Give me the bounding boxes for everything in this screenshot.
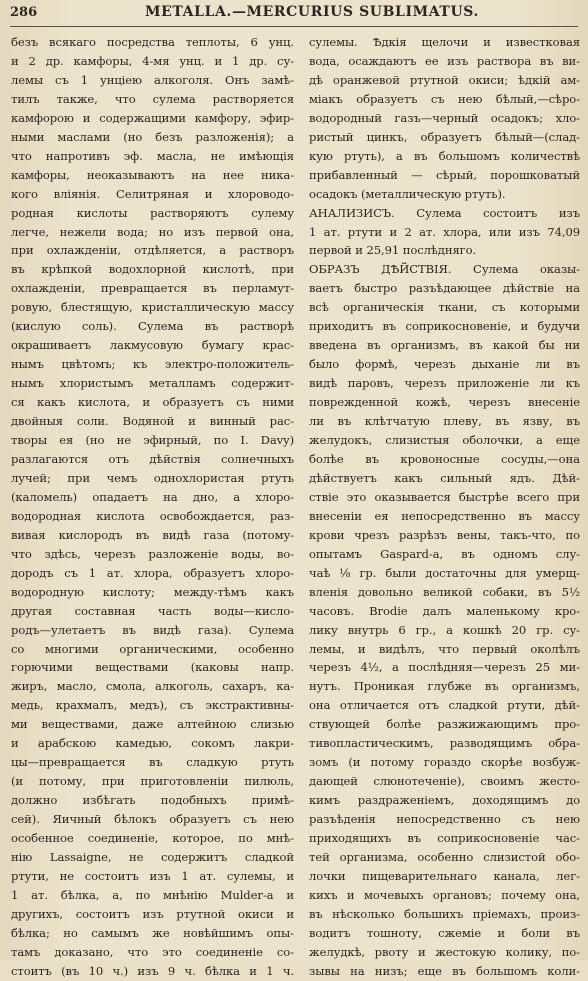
text-line: медь, крахмалъ, медъ), съ экстрактивны- xyxy=(11,698,294,713)
text-line: что напротивъ эф. масла, не имѣющія xyxy=(11,148,294,163)
text-line: особенное соединеніе, которое, по мнѣ- xyxy=(11,831,294,846)
text-line: 1 ат. бѣлка, а, по мнѣнію Mulder-а и xyxy=(11,887,294,902)
text-line: нутъ. Проникая глубже въ организмъ, xyxy=(309,679,580,694)
text-line: міакъ образуетъ съ нею бѣлый,—сѣро- xyxy=(309,91,580,106)
text-line: кого вліянія. Селитряная и хлороводо- xyxy=(11,186,294,201)
text-line: и арабскою камедью, сокомъ лакри- xyxy=(11,736,294,751)
text-line: сулемы. Ѣдкія щелочи и известковая xyxy=(309,35,580,49)
text-line: зомъ (и потому гораздо скорѣе возбуж- xyxy=(309,755,580,770)
text-line: поврежденной кожѣ, черезъ внесеніе xyxy=(309,395,580,410)
text-line: тамъ доказано, что это соединеніе со- xyxy=(11,944,294,959)
text-line: приходитъ въ соприкосновеніе, и будучи xyxy=(309,319,580,334)
text-line: и 2 др. камфоры, 4-мя унц. и 1 др. су- xyxy=(11,53,294,68)
text-line: вода, осаждаютъ ее изъ раствора въ ви- xyxy=(309,53,580,68)
text-line: камфоры, неоказываютъ на нее ника- xyxy=(11,167,294,182)
text-line: она отличается отъ сладкой ртути, дѣй- xyxy=(309,698,580,713)
text-line: лочки пищеварительнаго канала, лег- xyxy=(309,868,580,883)
text-line: ся какъ кислота, и образуетъ съ ними xyxy=(11,395,294,410)
text-line: со многими органическими, особенно xyxy=(11,641,294,656)
text-line: АНАЛИЗИСЪ. Сулема состоитъ изъ xyxy=(309,205,580,220)
running-header xyxy=(10,4,576,26)
header-rule xyxy=(10,26,578,27)
text-line: вленія довольно великой собаки, въ 5½ xyxy=(309,584,580,599)
text-line: кимъ раздраженіемъ, доходящимъ до xyxy=(309,793,580,808)
text-line: ли въ клѣтчатую плеву, въ язву, въ xyxy=(309,414,580,429)
text-line: болѣе въ кровоносные сосуды,—она xyxy=(309,451,580,466)
text-line: при охлажденіи, отдѣляется, а растворъ xyxy=(11,243,294,258)
text-line: приходящихъ въ соприкосновеніе час- xyxy=(309,831,580,846)
text-line: легче, нежели вода; но изъ первой она, xyxy=(11,224,294,239)
text-line: желудокъ, слизистыя оболочки, а еще xyxy=(309,433,580,448)
page-number: 286 xyxy=(10,5,38,20)
running-title: METALLA.—MERCURIUS SUBLIMATUS. xyxy=(145,4,479,20)
text-line: крови чрезъ разрѣзъ вены, такъ-что, по xyxy=(309,527,580,542)
text-line: кую ртуть), а въ большомъ количествѣ xyxy=(309,148,580,163)
text-line: сей). Яичный бѣлокъ образуетъ съ нею xyxy=(11,812,294,827)
text-line: окрашиваетъ лакмусовую бумагу крас- xyxy=(11,338,294,353)
text-line: вивая кислородъ въ видѣ газа (потому- xyxy=(11,527,294,542)
text-line: нымъ цвѣтомъ; къ электро-положитель- xyxy=(11,357,294,372)
text-line: часовъ. Brodie далъ маленькому кро- xyxy=(309,603,580,618)
text-line: водородную кислоту; между-тѣмъ какъ xyxy=(11,584,294,599)
text-line: водитъ тошноту, сжеміе и боли въ xyxy=(309,925,580,940)
text-line: разъѣденія непосредственно съ нею xyxy=(309,812,580,827)
text-line: всѣ органическія ткани, съ которыми xyxy=(309,300,580,315)
text-line: бѣлка; но самымъ же новѣйшимъ опы- xyxy=(11,925,294,940)
text-line: видѣ паровъ, черезъ приложеніе ли къ xyxy=(309,376,580,391)
text-line: тивопластическимъ, разводящимъ обра- xyxy=(309,736,580,751)
text-line: ристый цинкъ, образуетъ бѣлый—(слад- xyxy=(309,129,580,144)
text-line: въ крѣпкой водохлорной кислотѣ, при xyxy=(11,262,294,277)
text-line: (каломель) опадаетъ на дно, а хлоро- xyxy=(11,489,294,504)
text-line: другая составная часть воды—кисло- xyxy=(11,603,294,618)
text-line: кихъ и мочевыхъ органовъ; почему она, xyxy=(309,887,580,902)
text-line: ми веществами, даже алтейною слизью xyxy=(11,717,294,732)
text-line: водородная кислота освобождается, раз- xyxy=(11,508,294,523)
text-line: зывы на низъ; еще въ большомъ коли- xyxy=(309,963,580,978)
text-line: чаѣ ⅛ гр. были достаточны для умерщ- xyxy=(309,565,580,580)
text-line: желудкѣ, рвоту и жестокую колику, по- xyxy=(309,944,580,959)
text-line: жиръ, масло, смола, алкоголь, сахаръ, ка- xyxy=(11,679,294,694)
text-line: ными маслами (но безъ разложенія); а xyxy=(11,129,294,144)
text-line: 1 ат. ртути и 2 ат. хлора, или изъ 74,09 xyxy=(309,224,580,239)
text-line: въ нѣсколько большихъ пріемахъ, произ- xyxy=(309,906,580,921)
text-line: водородный газъ—черный осадокъ; хло- xyxy=(309,110,580,125)
text-line: первой и 25,91 послѣдняго. xyxy=(309,243,477,258)
text-line: лемы съ 1 унціею алкоголя. Онъ замѣ- xyxy=(11,72,294,87)
left-column xyxy=(11,33,294,978)
text-line: родъ—улетаетъ въ видѣ газа). Сулема xyxy=(11,622,294,637)
text-line: безъ всякаго посредства теплоты, 6 унц. xyxy=(11,35,294,49)
text-line: ствіе это оказывается быстрѣе всего при xyxy=(309,489,580,504)
text-line: нымъ хлористымъ металламъ содержит- xyxy=(11,376,294,391)
text-line: стоитъ (въ 10 ч.) изъ 9 ч. бѣлка и 1 ч. xyxy=(11,963,294,978)
text-line: осадокъ (металлическую ртуть). xyxy=(309,186,506,201)
text-line: горючими веществами (каковы напр. xyxy=(11,660,294,675)
text-line: черезъ 4½, а послѣдняя—черезъ 25 ми- xyxy=(309,660,580,675)
text-line: дающей слюнотеченіе), своимъ жесто- xyxy=(309,774,580,789)
text-line: цы—превращается въ сладкую ртуть xyxy=(11,755,294,770)
text-line: (кислую соль). Сулема въ растворѣ xyxy=(11,319,294,334)
text-line: ваетъ быстро разъѣдающее дѣйствіе на xyxy=(309,281,580,296)
text-line: дѣ оранжевой ртутной окиси; ѣдкій ам- xyxy=(309,72,580,87)
text-line: творы ея (но не эфирный, по I. Davy) xyxy=(11,433,294,448)
text-line: камфорою и содержащими камфору, эфир- xyxy=(11,110,294,125)
text-line: ровую, блестящую, кристаллическую массу xyxy=(11,300,294,315)
text-line: ОБРАЗЪ ДѢЙСТВІЯ. Сулема оказы- xyxy=(309,262,580,277)
text-line: лучей; при чемъ однохлористая ртуть xyxy=(11,470,294,485)
text-line: лемы, и видѣлъ, что первый околѣлъ xyxy=(309,641,580,656)
text-line: разлагаются отъ дѣйствія солнечныхъ xyxy=(11,451,294,466)
text-line: должно избѣгать подобныхъ примѣ- xyxy=(11,793,294,808)
text-line: другихъ, состоитъ изъ ртутной окиси и xyxy=(11,906,294,921)
text-line: ствующей болѣе разжижающимъ про- xyxy=(309,717,580,732)
text-line: (и потому, при приготовленіи пилюль, xyxy=(11,774,294,789)
right-column xyxy=(309,33,580,978)
text-line: лику внутрь 6 гр., а кошкѣ 20 гр. су- xyxy=(309,622,580,637)
text-line: внесеніи ея непосредственно въ массу xyxy=(309,508,580,523)
text-line: дѣйствуетъ какъ сильный ядъ. Дѣй- xyxy=(309,470,580,485)
text-line: тилъ также, что сулема растворяется xyxy=(11,91,294,106)
text-line: что здѣсь, черезъ разложеніе воды, во- xyxy=(11,546,294,561)
text-line: дородъ съ 1 ат. хлора, образуетъ хлоро- xyxy=(11,565,294,580)
text-line: нію Lassaigne, не содержитъ сладкой xyxy=(11,849,294,864)
text-line: двойныя соли. Водяной и винный рас- xyxy=(11,414,294,429)
text-line: опытамъ Gaspard-а, въ одномъ слу- xyxy=(309,546,580,561)
text-line: охлажденіи, превращается въ перламут- xyxy=(11,281,294,296)
text-line: родная кислоты растворяютъ сулему xyxy=(11,205,294,220)
text-line: тей организма, особенно слизистой обо- xyxy=(309,849,580,864)
text-line: введена въ организмъ, въ какой бы ни xyxy=(309,338,580,353)
text-line: было формѣ, черезъ дыханіе ли въ xyxy=(309,357,580,372)
text-line: ртути, не состоитъ изъ 1 ат. сулемы, и xyxy=(11,868,294,883)
text-line: прибавленный — сѣрый, порошковатый xyxy=(309,167,580,182)
